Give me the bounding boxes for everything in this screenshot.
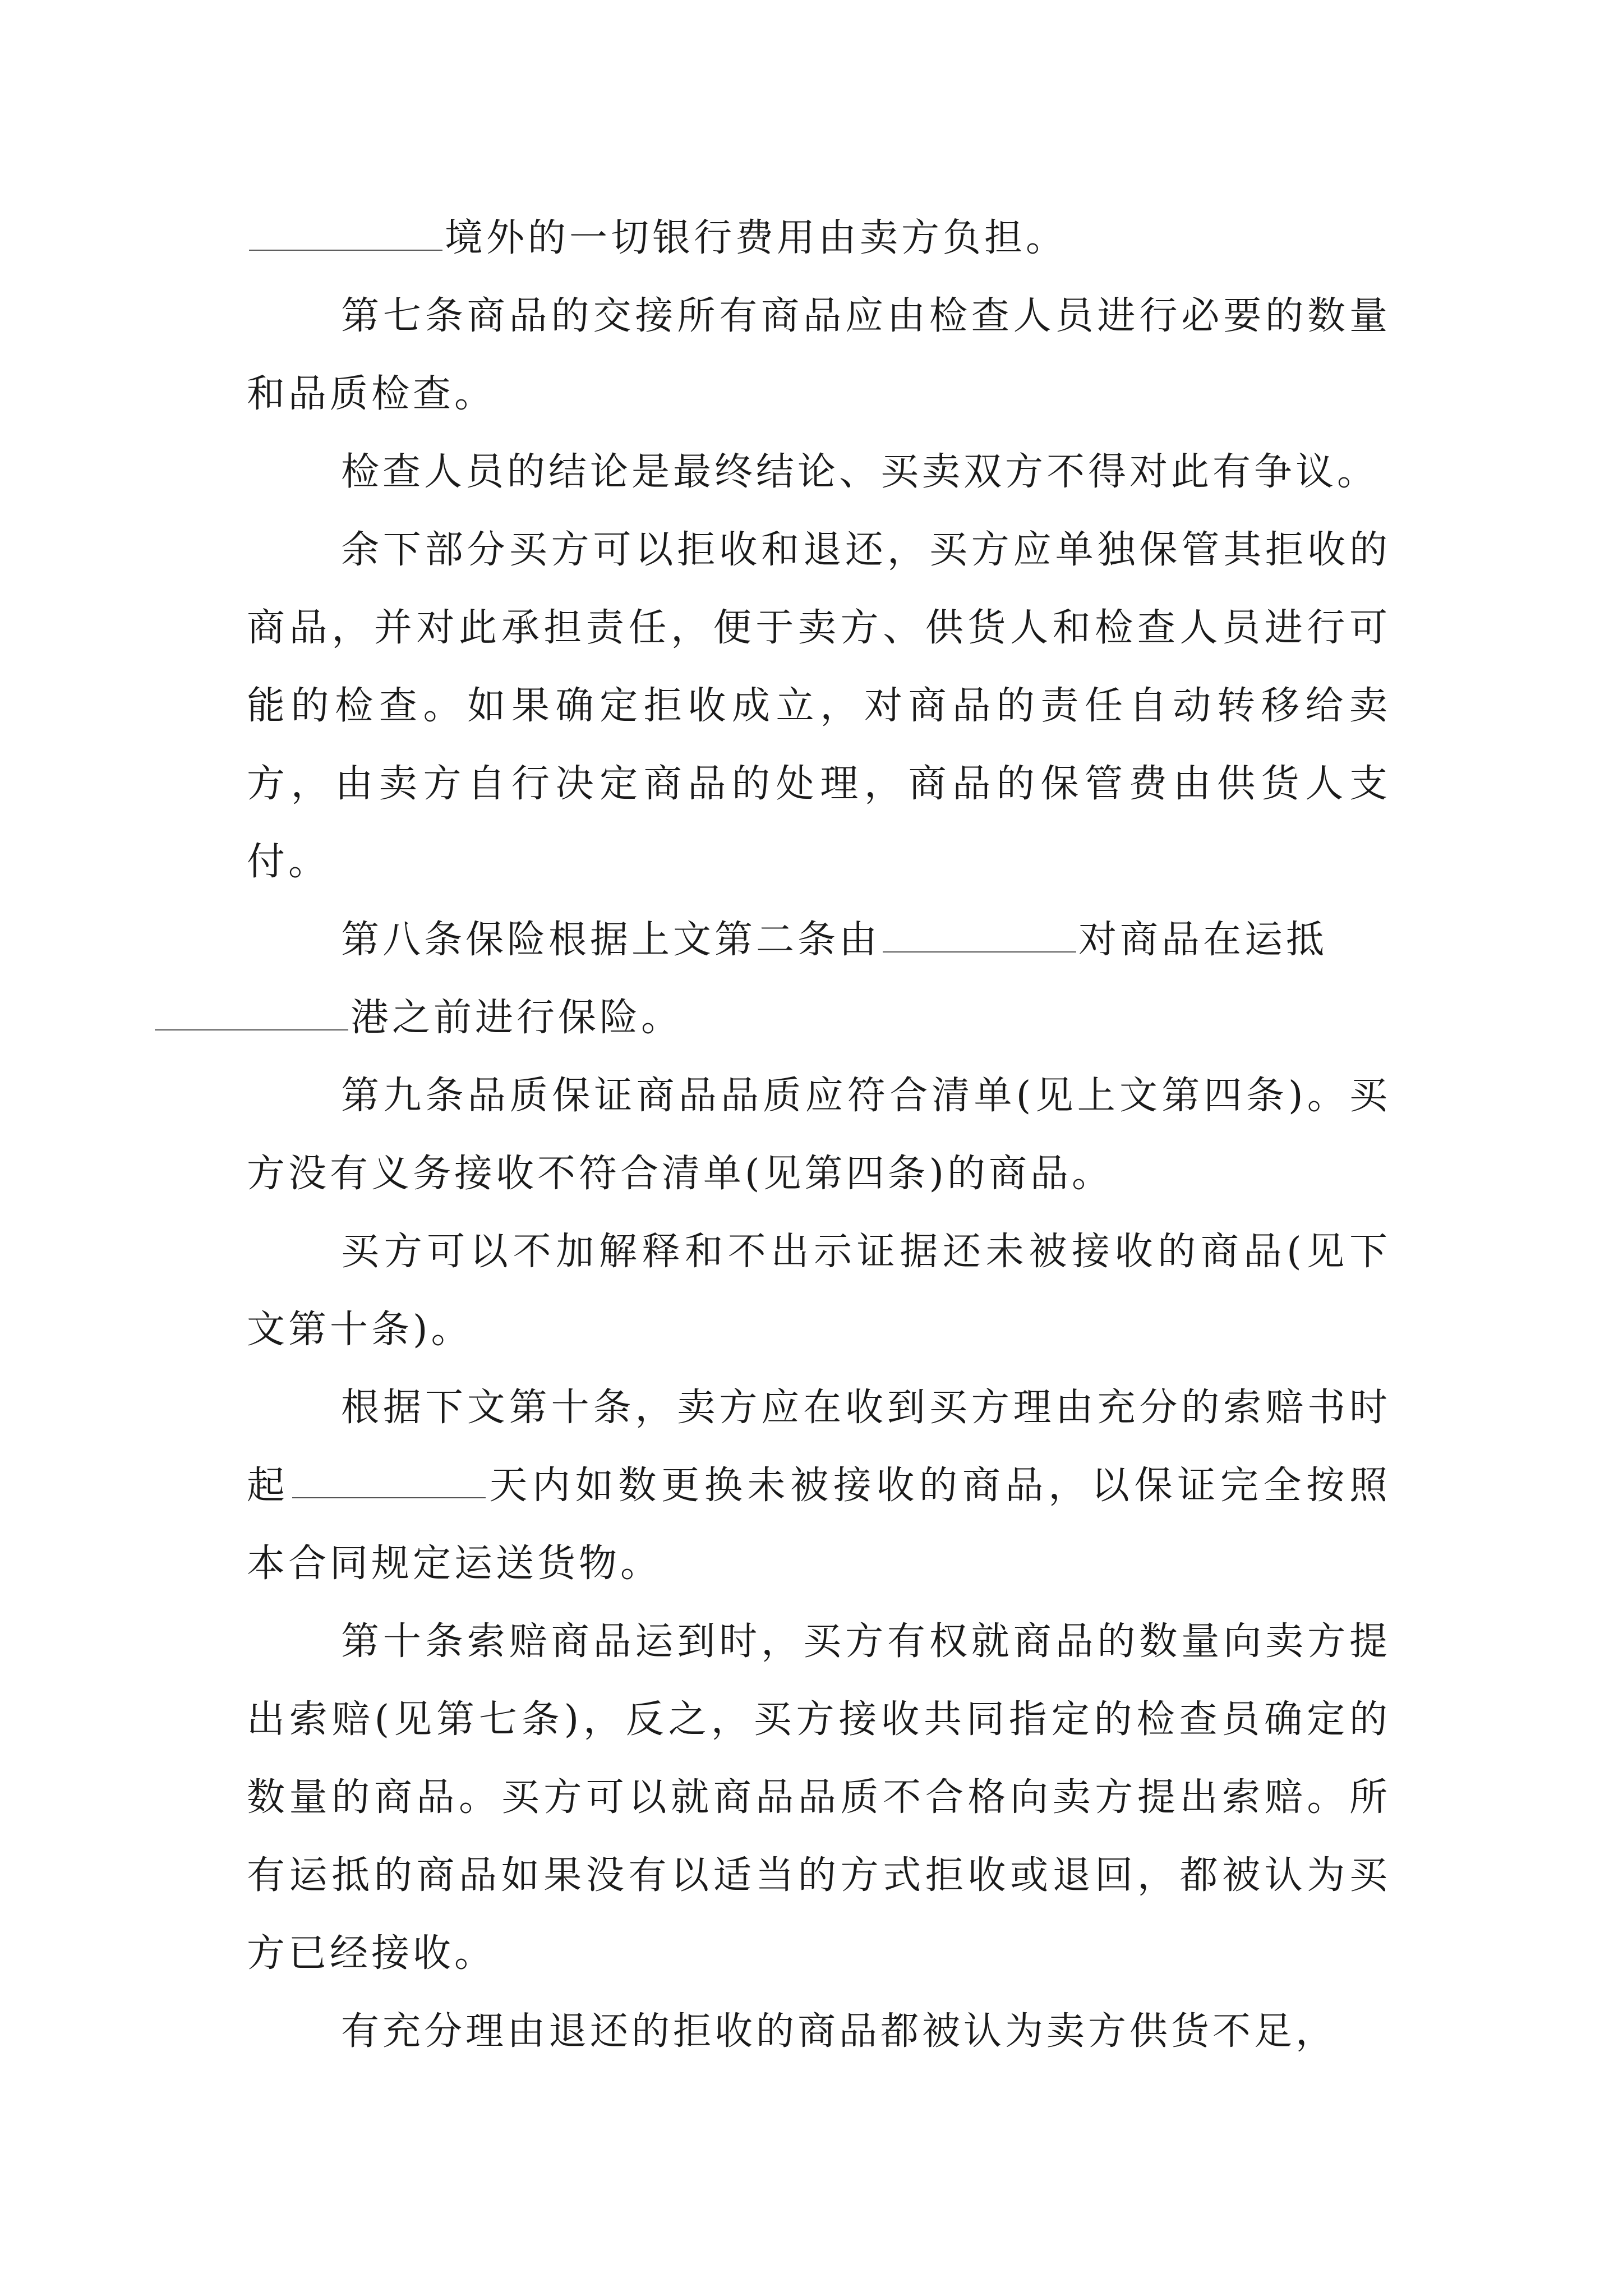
fill-in-blank[interactable] [249,216,442,251]
paragraph-text: 第八条保险根据上文第二条由 [341,918,881,962]
paragraph-text: 对商品在运抵 [1078,918,1328,962]
paragraph-replacement [247,1369,1391,1603]
fill-in-blank[interactable] [155,996,348,1030]
paragraph-article-10: 第十条索赔商品运到时，买方有权就商品的数量向卖方提出索赔(见第七条)，反之，买方接收共同指定的检查员确定的数量的商品。买方可以就商品品质不合格向卖方提出索赔。所有运抵的商品如果没有以适当的方式拒收或退回，都被认为买方已经接收。 [247,1619,1391,1976]
paragraph-text: 根据下文第十条，卖方应在收到买方理由充分的索赔书时起 [247,1386,1391,1508]
paragraph-text: 境外的一切银行费用由卖方负担。 [445,216,1068,260]
paragraph-article-7: 第七条商品的交接所有商品应由检查人员进行必要的数量和品质检查。 [247,294,1391,416]
paragraph-bank-fees [247,199,1391,277]
paragraph-text: 港之前进行保险。 [351,996,683,1040]
paragraph-rejection: 余下部分买方可以拒收和退还，买方应单独保管其拒收的商品，并对此承担责任，便于卖方、供货人和检查人员进行可能的检查。如果确定拒收成立，对商品的责任自动转移给卖方，由卖方自行决定商品的处理，商品的保管费由供货人支付。 [247,528,1391,884]
paragraph-inspector-conclusion: 检查人员的结论是最终结论、买卖双方不得对此有争议。 [341,450,1379,494]
paragraph-text: 天内如数更换未被接收的商品，以保证完全按照本合同规定运送货物。 [247,1464,1391,1586]
paragraph-article-9: 第九条品质保证商品品质应符合清单(见上文第四条)。买方没有义务接收不符合清单(见第四条)的商品。 [247,1074,1391,1196]
fill-in-blank[interactable] [292,1464,486,1498]
paragraph-refusal-right: 买方可以不加解释和不出示证据还未被接收的商品(见下文第十条)。 [247,1230,1391,1352]
paragraph-article-8 [247,901,1391,1057]
document-body [247,199,1391,2070]
fill-in-blank[interactable] [883,918,1076,953]
paragraph-insufficient-supply: 有充分理由退还的拒收的商品都被认为卖方供货不足， [341,2009,1338,2054]
